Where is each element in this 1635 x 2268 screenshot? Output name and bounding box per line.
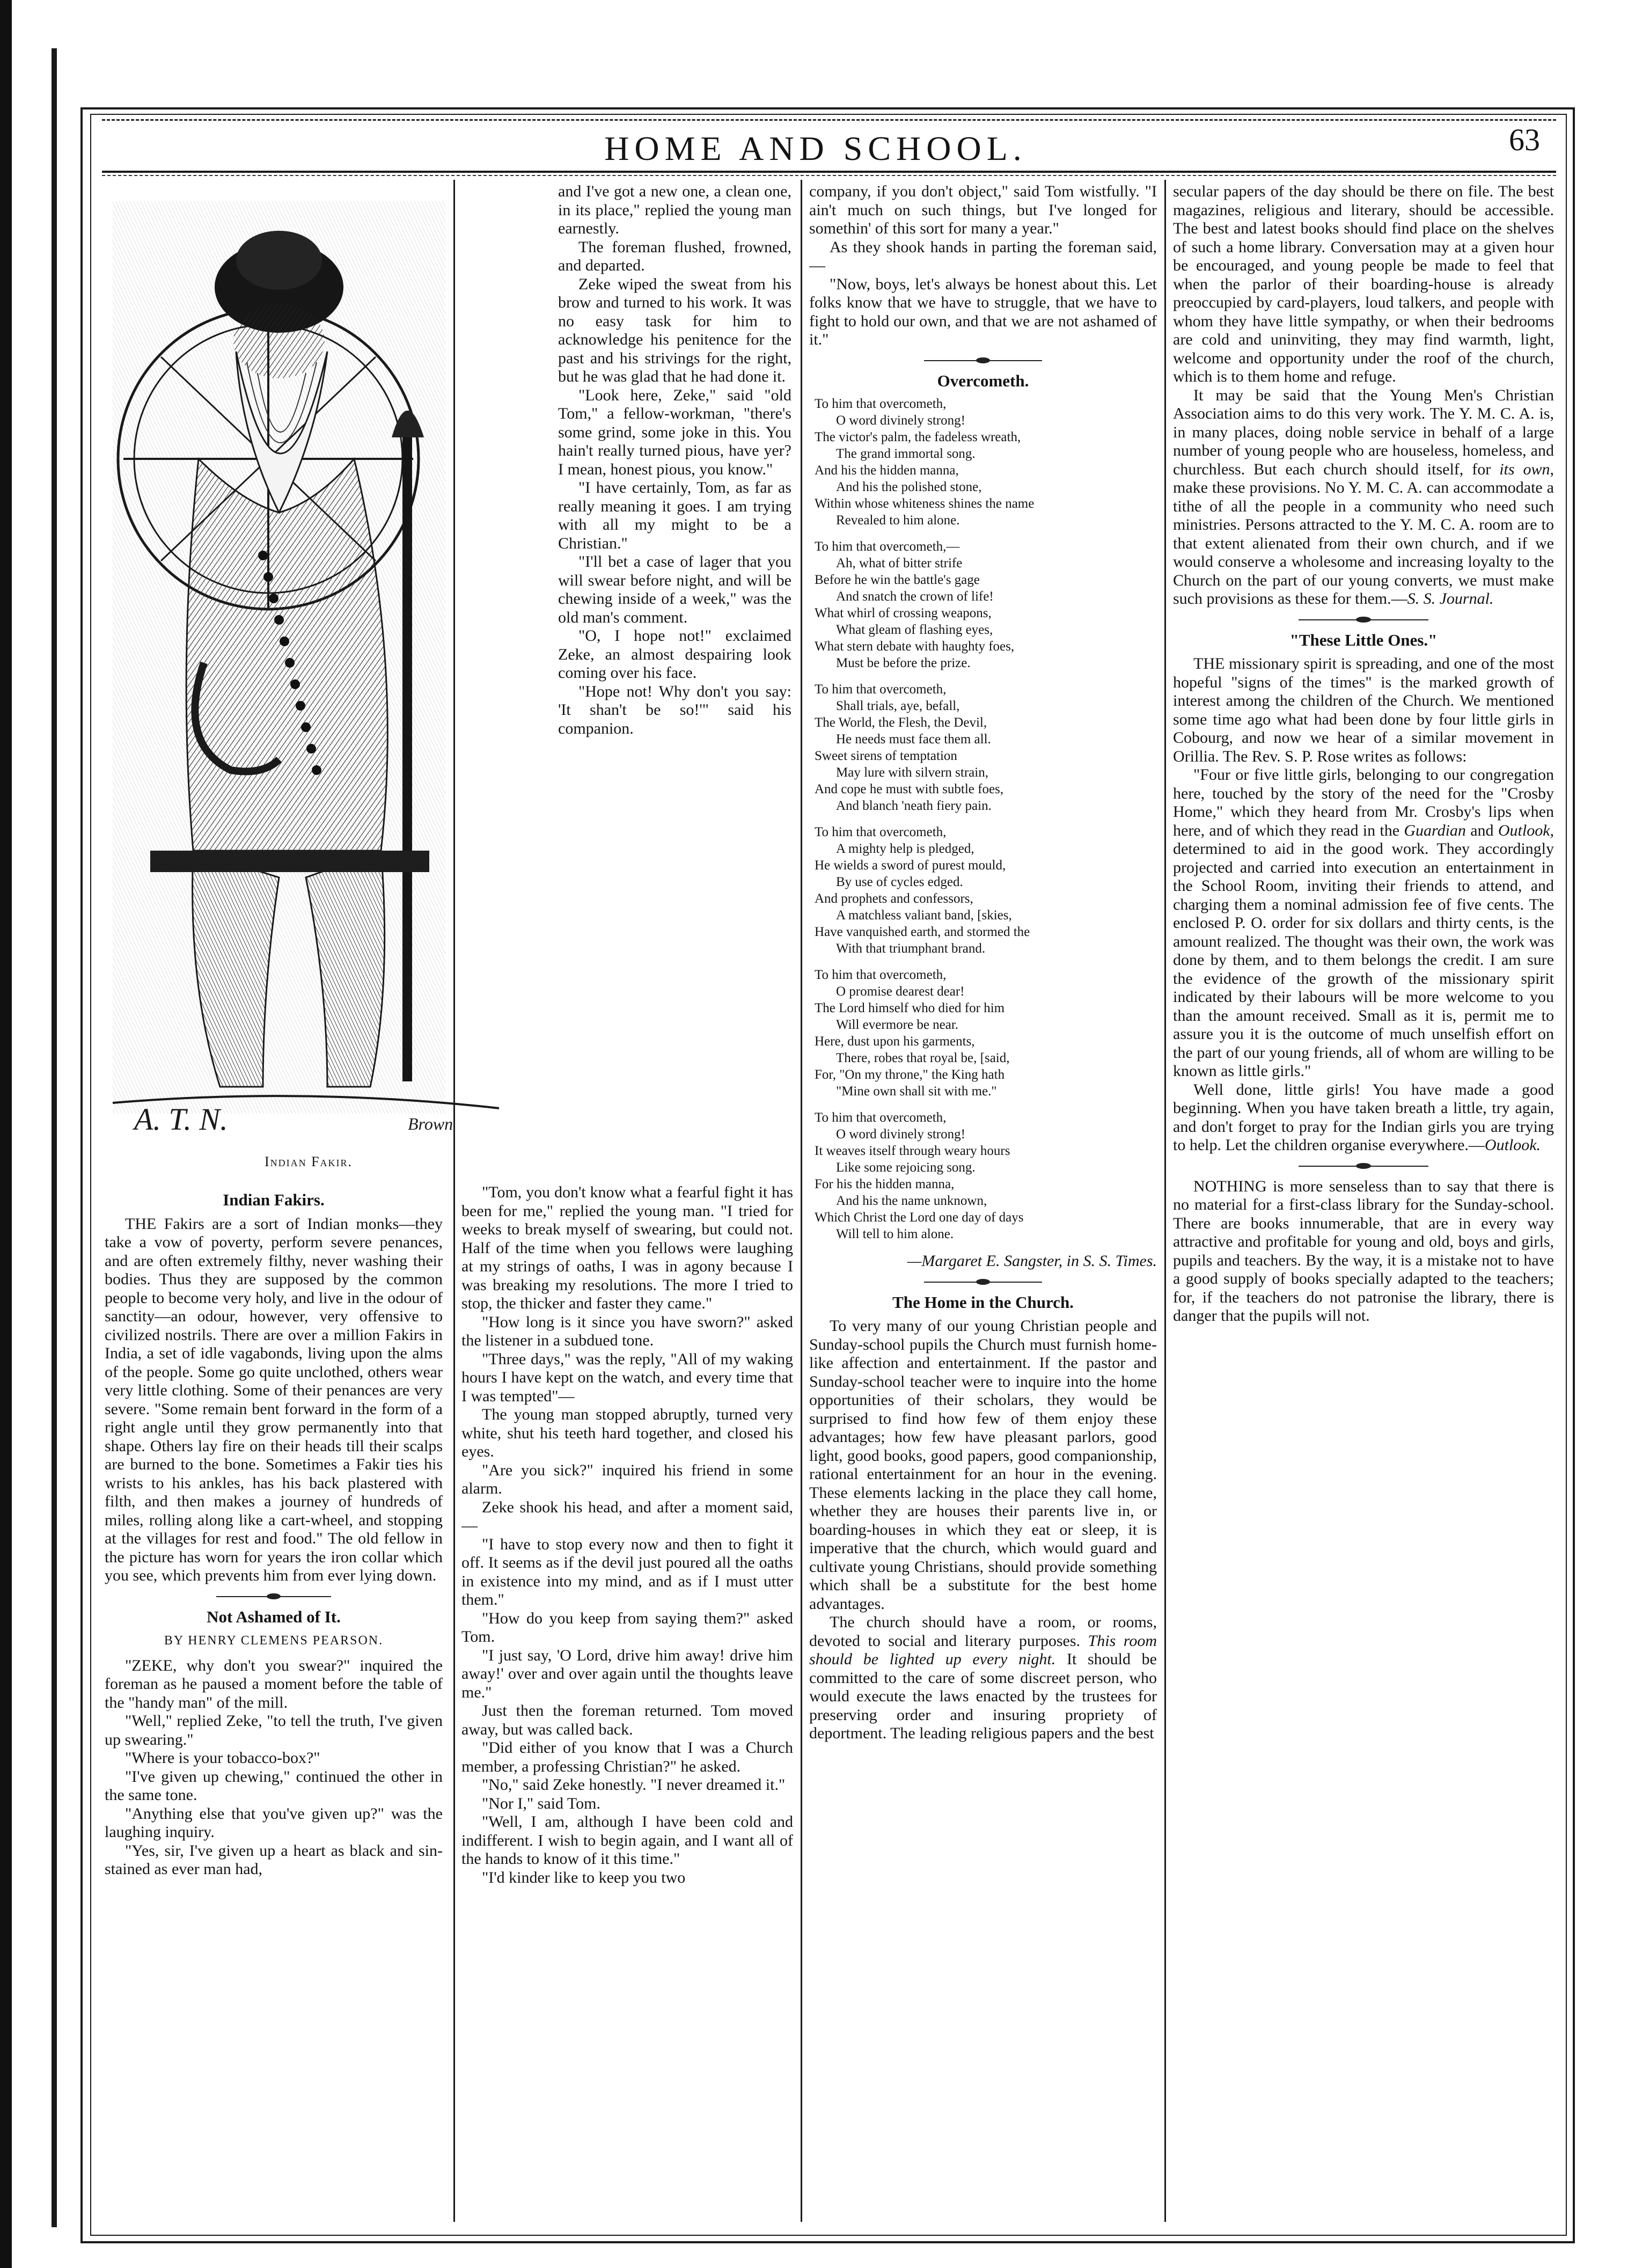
article-paragraph	[1173, 766, 1554, 1081]
story-paragraph: company, if you don't object," said Tom wistfully. "I ain't much on such things, but I've longed for somethin' of this sort for many a year."	[809, 182, 1157, 237]
story-paragraph: "Look here, Zeke," said "old Tom," a fellow-workman, "there's some grind, some joke in this. You hain't really turned pious, have yer? I mean, honest pious, you know."	[558, 386, 791, 478]
poem-heading: Overcometh.	[937, 371, 1029, 390]
poem-line: Here, dust upon his garments,	[815, 1034, 975, 1049]
story-paragraph: "I'd kinder like to keep you two	[482, 1868, 686, 1886]
poem-line: And his the polished stone,	[836, 480, 982, 494]
poem-line: By use of cycles edged.	[836, 875, 963, 889]
page-title: HOME AND SCHOOL.	[604, 129, 1027, 167]
article-paragraph	[809, 1613, 1157, 1743]
article-text: determined to aid in the good work. They accordingly projected and carried into execution an entertainment in the School Room, inviting their friends to attend, and charging them a nominal admission fee of five cents. The enclosed P. O. order for six dollars and thirty cents, is the amount realized. The thought was their own, the work was done by them, and to them belongs the credit. I am sure the evidence of the growth of the missionary spirit indicated by their labours will be more welcome to you than the amount received. Small as it is, permit me to assure you it is the outcome of much unselfish effort on the part of our young friends, all of whom are willing to be known as little girls."	[1173, 840, 1554, 1080]
poem-line: What whirl of crossing weapons,	[815, 606, 992, 620]
article-byline: BY HENRY CLEMENS PEARSON.	[164, 1634, 384, 1648]
story-paragraph: "Did either of you know that I was a Church member, a professing Christian?" he asked.	[461, 1739, 793, 1775]
poem-line: O promise dearest dear!	[836, 984, 965, 999]
poem-line: The Lord himself who died for him	[815, 1001, 1005, 1015]
poem-line: He wields a sword of purest mould,	[815, 858, 1006, 873]
article-paragraph: To very many of our young Christian people and Sunday-school pupils the Church must furnish home-like affection and entertainment. If the pastor and Sunday-school teacher were to inquire into the home opportunities of their scholars, they would be surprised to find how few of them enjoy these advantages; how few have pleasant parlors, good light, good books, good papers, good companionship, rational entertainment for an hour in the evening. These elements lacking in the place they call home, whether they are houses their parents live in, or boarding-houses in which they eat or sleep, it is imperative that the church, which would guard and cultivate young Christians, should provide something which shall be a substitute for the best home advantages.	[809, 1317, 1157, 1613]
poem-line: To him that overcometh,	[815, 682, 947, 697]
poem-line: Which Christ the Lord one day of days	[815, 1210, 1024, 1225]
engraver-signature: Brown	[408, 1114, 453, 1133]
indian-fakir-engraving	[102, 180, 515, 1151]
article-text: It should be committed to the care of some discreet person, who would execute the laws enacted by the trustees for preserving order and insuring propriety of deportment. The leading religious papers and the best	[809, 1650, 1157, 1742]
story-paragraph: "Tom, you don't know what a fearful fight it has been for me," replied the young man. "I tried for weeks to break myself of swearing, but could not. Half of the time when you fellows were laughing at my strings of oaths, I was in agony because I was breaking my resolutions. The more I tried to stop, the thicker and faster they came."	[461, 1183, 793, 1312]
article-emphasis: Outlook,	[1498, 821, 1554, 839]
masthead-rule	[102, 171, 1556, 173]
story-paragraph: As they shook hands in parting the foreman said,—	[809, 238, 1157, 274]
poem-attribution: —Margaret E. Sangster, in S. S. Times.	[907, 1252, 1157, 1270]
story-paragraph: "Nor I," said Tom.	[482, 1794, 600, 1812]
article-text: It may be said that the Young Men's Christian Association aims to do this very work. The Y. M. C. A. is, in many places, doing noble service in behalf of a large number of young people who are houseless, homeless, and churchless. But each church should itself, for	[1173, 386, 1554, 478]
story-paragraph: Just then the foreman returned. Tom moved away, but was called back.	[461, 1702, 793, 1738]
story-paragraph: The young man stopped abruptly, turned very white, shut his teeth hard together, and closed his eyes.	[461, 1406, 793, 1460]
article-heading-home-in-church: The Home in the Church.	[892, 1292, 1074, 1312]
story-paragraph: "Now, boys, let's always be honest about this. Let folks know that we have to struggle, that we have to fight to hold our own, and that we are not ashamed of it."	[809, 275, 1157, 348]
article-text: The church should have a room, or rooms, devoted to social and literary purposes.	[809, 1613, 1157, 1650]
story-paragraph: "I have certainly, Tom, as far as really meaning it goes. I am trying with all my might to be a Christian."	[558, 479, 791, 552]
poem-line: May lure with silvern strain,	[836, 765, 988, 780]
poem-line: For, "On my throne," the King hath	[815, 1067, 1005, 1082]
section-ornament	[105, 1593, 443, 1600]
poem-line: He needs must face them all.	[836, 732, 991, 747]
article-paragraph: secular papers of the day should be there on file. The best magazines, religious and literary, should be accessible. The best and latest books should find place on the shelves of such a home library. Conversation may at a given hour be encouraged, and young people be made to feel that when the parlor of their boarding-house is already preoccupied by card-players, loud talkers, and people with whom they have little sympathy, or when their bedrooms are cold and uninviting, they may find warmth, light, welcome and opportunity under the roof of the church, which is to them home and refuge.	[1173, 182, 1554, 385]
masthead	[91, 121, 1540, 167]
article-text: , make these provisions. No Y. M. C. A. can accommodate a tithe of all the people in a community who need such ministries. Persons attracted to the Y. M. C. A. room are to that extent alienated from their own church, and if we would conserve a wholesome and increasing loyalty to the Church on the part of our young converts, we must make such provisions as these for them.—	[1173, 460, 1554, 608]
story-paragraph: Zeke shook his head, and after a moment said,—	[461, 1498, 793, 1534]
story-paragraph: "How long is it since you have sworn?" asked the listener in a subdued tone.	[461, 1313, 793, 1349]
poem-line: The grand immortal song.	[836, 447, 976, 461]
column-rule-3	[1164, 180, 1166, 2222]
poem-line: Before he win the battle's gage	[815, 573, 980, 587]
poem-line: The victor's palm, the fadeless wreath,	[815, 430, 1021, 444]
poem-line: To him that overcometh,—	[815, 539, 960, 554]
article-heading-little-ones: "These Little Ones."	[1289, 630, 1438, 649]
poem-line: A mighty help is pledged,	[836, 842, 974, 856]
poem-line: The World, the Flesh, the Devil,	[815, 715, 987, 730]
artist-signature: A. T. N.	[134, 1102, 228, 1137]
article-paragraph	[1173, 386, 1554, 609]
story-paragraph: "Three days," was the reply, "All of my waking hours I have kept on the watch, and every time that I was tempted"—	[461, 1350, 793, 1405]
poem-line: And snatch the crown of life!	[836, 589, 994, 604]
column-1	[105, 1183, 443, 2222]
article-source: Outlook.	[1484, 1136, 1541, 1154]
poem-line: For his the hidden manna,	[815, 1177, 955, 1191]
story-paragraph: "Well, I am, although I have been cold and indifferent. I wish to begin again, and I want all of the hands to know of it this time."	[461, 1813, 793, 1868]
story-paragraph: Zeke wiped the sweat from his brow and turned to his work. It was no easy task for him to acknowledge his penitence for the past and his strivings for the right, but he was glad that he had done it.	[558, 275, 791, 385]
poem-line: To him that overcometh,	[815, 1110, 947, 1125]
column-rule-2	[801, 180, 802, 2222]
poem-line: And cope he must with subtle foes,	[815, 782, 1004, 796]
poem-line: And his the hidden manna,	[815, 463, 959, 478]
poem-line: Like some rejoicing song.	[836, 1160, 976, 1175]
poem-stanza	[815, 538, 1157, 671]
masthead-rule-dashed	[102, 175, 1556, 176]
poem-line: A matchless valiant band, [skies,	[836, 908, 1012, 923]
poem-line: O word divinely strong!	[836, 413, 965, 428]
article-emphasis: its own	[1499, 460, 1550, 478]
story-paragraph: The foreman flushed, frowned, and departed.	[558, 238, 791, 274]
poem-line: There, robes that royal be, [said,	[836, 1051, 1010, 1065]
article-paragraph: NOTHING is more senseless than to say that there is no material for a first-class library for the Sunday-school. There are books innumerable, that are in every way attractive and profitable for young and old, boys and girls, pupils and teachers. By the way, it is a mistake not to have a good supply of books specially adapted to the teachers; for, if the teachers do not patronise the library, there is danger that the pupils will not.	[1173, 1177, 1554, 1325]
section-ornament	[809, 357, 1157, 364]
poem-line: What gleam of flashing eyes,	[836, 623, 993, 637]
poem-stanza	[815, 824, 1157, 957]
column-3	[809, 182, 1157, 2222]
poem-line: To him that overcometh,	[815, 968, 947, 982]
scan-edge	[0, 0, 12, 2268]
article-text: "Four or five little girls, belonging to our congregation here, touched by the story of the need for the "Crosby Home," which they heard from Mr. Crosby's lips when here, and of which they read in the	[1173, 766, 1554, 839]
scan-edge-shadow	[52, 48, 57, 2227]
story-paragraph: "I'll bet a case of lager that you will swear before night, and will be chewing inside of a week," was the old man's comment.	[558, 553, 791, 626]
article-emphasis: Guardian	[1404, 821, 1466, 839]
poem-line: Sweet sirens of temptation	[815, 749, 957, 763]
story-paragraph: "Yes, sir, I've given up a heart as black and sin-stained as ever man had,	[105, 1841, 443, 1878]
article-source: S. S. Journal.	[1407, 590, 1494, 608]
poem-line: With that triumphant brand.	[836, 941, 986, 956]
article-paragraph: THE missionary spirit is spreading, and one of the most hopeful "signs of the times" is the marked growth of interest among the children of the Church. We mentioned some time ago what had been done by four little girls in Cobourg, and now we hear of a similar movement in Orillia. The Rev. S. P. Rose writes as follows:	[1173, 655, 1554, 765]
story-paragraph: "O, I hope not!" exclaimed Zeke, an almost despairing look coming over his face.	[558, 627, 791, 682]
section-ornament	[809, 1278, 1157, 1286]
poem-line: Will evermore be near.	[836, 1018, 959, 1032]
poem-line: Within whose whiteness shines the name	[815, 496, 1035, 511]
section-ornament	[1173, 1162, 1554, 1170]
poem-stanza	[815, 396, 1157, 529]
column-2-lower	[461, 1183, 793, 2222]
poem-line: "Mine own shall sit with me."	[836, 1084, 997, 1099]
article-body-indian-fakirs: THE Fakirs are a sort of Indian monks—they take a vow of poverty, perform severe penances, and are often extremely filthy, never washing their bodies. Thus they are supposed by the common people to become very holy, and live in the odour of sanctity—an odour, however, very offensive to civilized nostrils. There are over a million Fakirs in India, a set of idle vagabonds, living upon the alms of the people. Some go quite unclothed, others wear very little clothing. Some of their penances are very severe. "Some remain bent forward in the form of a right angle until they grow permanently into that shape. Others lay fire on their heads till their scalps are burned to the bone. Sometimes a Fakir ties his wrists to his ankles, has his back plastered with filth, and then makes a journey of hundreds of miles, rolling along like a cart-wheel, and stopping at the villages for rest and food." The old fellow in the picture has worn for years the iron collar which you see, which prevents him from ever lying down.	[105, 1215, 443, 1584]
story-paragraph: "Anything else that you've given up?" was the laughing inquiry.	[105, 1804, 443, 1841]
story-paragraph: "I've given up chewing," continued the other in the same tone.	[105, 1767, 443, 1804]
section-ornament	[1173, 616, 1554, 624]
article-heading-indian-fakirs: Indian Fakirs.	[223, 1190, 325, 1209]
figure-caption: Indian Fakir.	[264, 1154, 353, 1169]
story-paragraph: "No," said Zeke honestly. "I never dreamed it."	[482, 1776, 786, 1794]
column-4	[1173, 182, 1554, 2222]
poem-line: Revealed to him alone.	[836, 513, 960, 528]
poem-line: Ah, what of bitter strife	[836, 556, 963, 570]
poem-line: To him that overcometh,	[815, 825, 947, 839]
column-2-upper	[558, 182, 791, 1175]
article-text: Well done, little girls! You have made a good beginning. When you have taken breath a little, try again, and don't forget to pray for the Indian girls you are trying to help. Let the children organise everywhere.—	[1173, 1080, 1554, 1154]
story-paragraph: "ZEKE, why don't you swear?" inquired the foreman as he paused a moment before the table of the "handy man" of the mill.	[105, 1656, 443, 1711]
poem-stanza	[815, 967, 1157, 1100]
article-text: and	[1470, 821, 1494, 839]
story-paragraph: "I have to stop every now and then to fight it off. It seems as if the devil just poured all the oaths in existence into my mind, and as if I must utter them."	[461, 1535, 793, 1608]
article-heading-not-ashamed: Not Ashamed of It.	[207, 1607, 341, 1626]
poem-line: Have vanquished earth, and stormed the	[815, 925, 1030, 939]
poem-stanza	[815, 681, 1157, 814]
page-number: 63	[1509, 122, 1540, 157]
poem-line: Will tell to him alone.	[836, 1227, 954, 1241]
poem-line: O word divinely strong!	[836, 1127, 965, 1142]
story-paragraph: "Are you sick?" inquired his friend in some alarm.	[461, 1461, 793, 1497]
poem-line: And blanch 'neath fiery pain.	[836, 799, 992, 813]
poem-line: Must be before the prize.	[836, 656, 971, 670]
poem-stanza	[815, 1109, 1157, 1242]
poem-line: And his the name unknown,	[836, 1194, 987, 1208]
poem-line: Shall trials, aye, befall,	[836, 699, 960, 713]
story-paragraph: and I've got a new one, a clean one, in its place," replied the young man earnestly.	[558, 182, 791, 237]
story-paragraph: "How do you keep from saying them?" asked Tom.	[461, 1609, 793, 1645]
poem-line: And prophets and confessors,	[815, 891, 973, 906]
article-paragraph	[1173, 1081, 1554, 1155]
poem-line: What stern debate with haughty foes,	[815, 639, 1015, 654]
story-paragraph: "I just say, 'O Lord, drive him away! drive him away!' over and over again until the thoughts leave me."	[461, 1646, 793, 1701]
story-paragraph: "Hope not! Why don't you say: 'It shan't be so!'" said his companion.	[558, 682, 791, 737]
article-emphasis: This room should be lighted up every night.	[809, 1632, 1157, 1668]
poem-line: To him that overcometh,	[815, 397, 947, 411]
poem-line: It weaves itself through weary hours	[815, 1144, 1010, 1158]
story-paragraph: "Where is your tobacco-box?"	[125, 1749, 320, 1767]
story-paragraph: "Well," replied Zeke, "to tell the truth, I've given up swearing."	[105, 1712, 443, 1748]
